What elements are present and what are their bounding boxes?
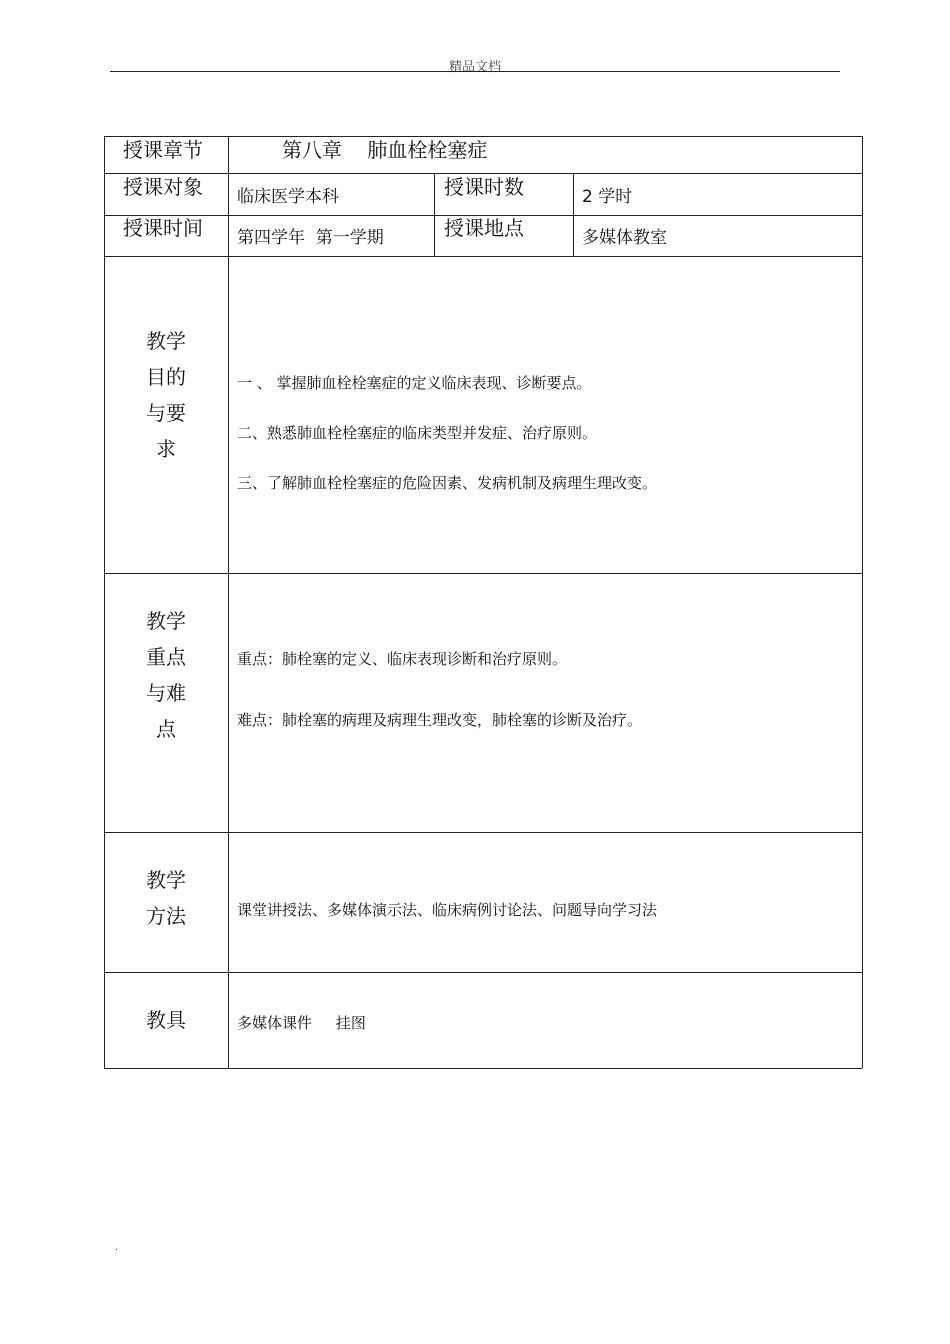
header-text: 精品文档 [448, 60, 501, 75]
tools-text: 多媒体课件 挂图 [237, 1014, 366, 1032]
row-divider [104, 256, 862, 257]
column-divider [573, 173, 574, 256]
objectives-label-line: 求 [156, 437, 176, 461]
methods-label-line: 教学 [146, 868, 186, 892]
keypoints-label [104, 603, 228, 747]
row-divider [104, 573, 862, 574]
objective-item: 一 、 掌握肺血栓栓塞症的定义临床表现、诊断要点。 [237, 374, 592, 392]
table-border-right [862, 136, 863, 1068]
table-border-top [104, 136, 862, 137]
footer-mark: . [115, 1242, 119, 1253]
hours-label: 授课时数 [444, 175, 524, 199]
keypoint-item: 重点：肺栓塞的定义、临床表现诊断和治疗原则。 [237, 650, 568, 668]
objectives-label-line: 与要 [146, 401, 186, 425]
objectives-label-line: 教学 [146, 329, 186, 353]
keypoints-label-line: 点 [156, 717, 176, 741]
audience-label: 授课对象 [123, 175, 203, 199]
column-divider [228, 136, 229, 1068]
tools-label [104, 1002, 228, 1038]
location-value: 多媒体教室 [582, 228, 667, 248]
column-divider [434, 173, 435, 256]
keypoint-item: 难点：肺栓塞的病理及病理生理改变，肺栓塞的诊断及治疗。 [237, 711, 643, 729]
objective-item: 二、熟悉肺血栓栓塞症的临床类型并发症、治疗原则。 [237, 424, 598, 442]
time-label: 授课时间 [123, 216, 203, 240]
methods-label-line: 方法 [146, 904, 186, 928]
row-divider [104, 972, 862, 973]
row-divider [104, 832, 862, 833]
hours-value: 2 学时 [582, 187, 633, 207]
keypoints-label-line: 重点 [146, 645, 186, 669]
objectives-label-line: 目的 [146, 365, 186, 389]
methods-label [104, 862, 228, 934]
keypoints-label-line: 教学 [146, 609, 186, 633]
keypoints-label-line: 与难 [146, 681, 186, 705]
time-value: 第四学年 第一学期 [237, 228, 384, 248]
audience-value: 临床医学本科 [237, 187, 339, 207]
objectives-label [104, 323, 228, 467]
chapter-title: 第八章 肺血栓栓塞症 [282, 138, 488, 162]
row-divider [104, 173, 862, 174]
objective-item: 三、了解肺血栓栓塞症的危险因素、发病机制及病理生理改变。 [237, 474, 658, 492]
header-rule [110, 71, 840, 72]
methods-text: 课堂讲授法、多媒体演示法、临床病例讨论法、问题导向学习法 [237, 901, 658, 919]
location-label: 授课地点 [444, 216, 524, 240]
table-border-bottom [104, 1068, 862, 1069]
tools-label-text: 教具 [146, 1008, 186, 1032]
chapter-label: 授课章节 [123, 138, 203, 162]
